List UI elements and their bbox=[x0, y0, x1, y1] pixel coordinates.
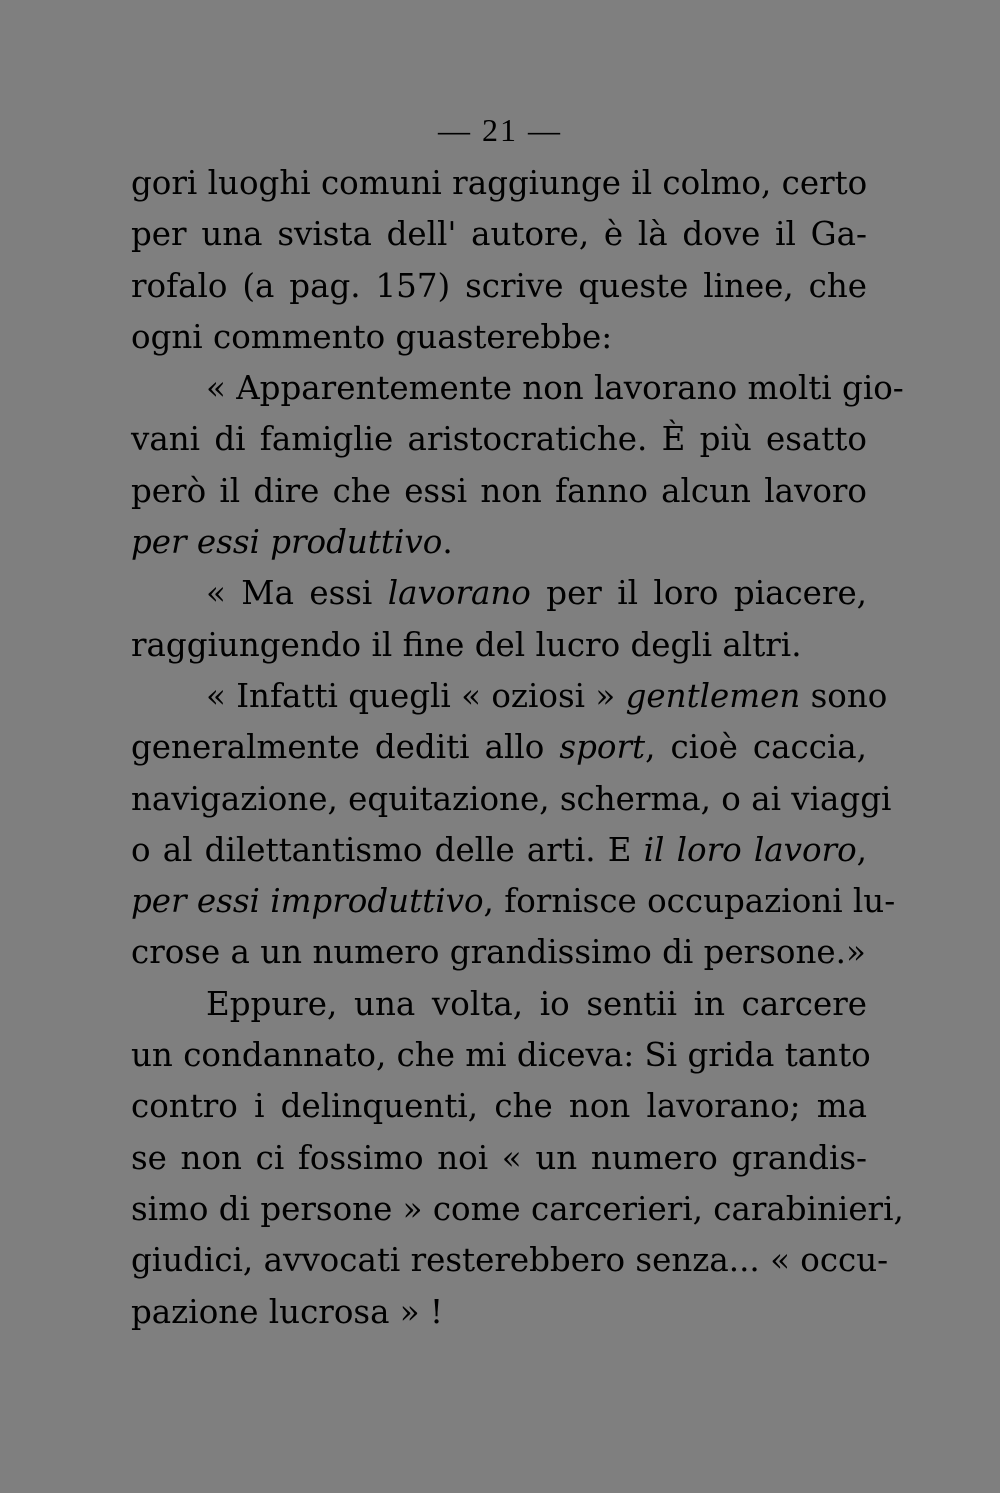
line-text: , bbox=[856, 830, 867, 869]
italic-text: il loro lavoro bbox=[643, 830, 857, 869]
italic-text: gentlemen bbox=[625, 676, 801, 715]
line-text: navigazione, equitazione, scherma, o ai viaggi bbox=[131, 779, 892, 818]
text-line bbox=[131, 1287, 867, 1338]
line-text: pazione lucrosa » ! bbox=[131, 1292, 444, 1331]
text-line bbox=[131, 876, 896, 927]
line-text: per il loro piacere, bbox=[530, 574, 868, 613]
text-line bbox=[131, 312, 867, 363]
text-line bbox=[131, 158, 867, 209]
text-line bbox=[131, 1235, 889, 1286]
line-text: , cioè caccia, bbox=[645, 728, 867, 767]
line-text: gori luoghi comuni raggiunge il colmo, certo bbox=[131, 164, 868, 202]
line-text: generalmente dediti allo bbox=[131, 728, 560, 767]
line-text: giudici, avvocati resterebbero senza... « occu- bbox=[131, 1241, 889, 1280]
text-line bbox=[131, 979, 867, 1030]
body-text bbox=[131, 158, 904, 1338]
text-line bbox=[131, 466, 867, 517]
line-text: Eppure, una volta, io sentii in carcere bbox=[206, 984, 867, 1023]
text-line bbox=[131, 927, 867, 978]
italic-text: sport bbox=[559, 728, 646, 767]
line-text: però il dire che essi non fanno alcun lavoro bbox=[131, 471, 867, 510]
line-text: simo di persone » come carcerieri, carabinieri, bbox=[131, 1189, 904, 1228]
line-text: ogni commento guasterebbe: bbox=[131, 317, 613, 356]
line-text: raggiungendo il fine del lucro degli altri. bbox=[131, 625, 802, 664]
text-line bbox=[131, 620, 867, 671]
italic-text: lavorano bbox=[387, 574, 531, 613]
text-line bbox=[131, 1184, 904, 1235]
text-line bbox=[131, 363, 904, 414]
text-line bbox=[131, 1081, 867, 1132]
line-text: crose a un numero grandissimo di persone.» bbox=[131, 933, 866, 972]
line-text: o al dilettantismo delle arti. E bbox=[131, 830, 644, 869]
text-line bbox=[131, 722, 867, 773]
italic-text: per essi produttivo bbox=[131, 523, 443, 562]
line-text: un condannato, che mi diceva: Si grida tanto bbox=[131, 1036, 871, 1075]
text-line bbox=[131, 774, 892, 825]
italic-text: per essi improduttivo bbox=[131, 882, 484, 921]
line-text: rofalo (a pag. 157) scrive queste linee, che bbox=[131, 266, 867, 305]
line-text: , fornisce occupazioni lu- bbox=[483, 882, 896, 921]
text-line bbox=[131, 568, 867, 619]
text-line bbox=[131, 671, 888, 722]
line-text: contro i delinquenti, che non lavorano; ma bbox=[131, 1087, 867, 1126]
line-text: « Apparentemente non lavorano molti gio- bbox=[206, 369, 904, 408]
text-line bbox=[131, 1133, 867, 1184]
text-line bbox=[131, 414, 867, 465]
text-line bbox=[131, 209, 867, 260]
line-text: . bbox=[442, 523, 453, 562]
page-number: — 21 — bbox=[438, 112, 562, 148]
text-line bbox=[131, 1030, 871, 1081]
text-line bbox=[131, 517, 867, 568]
line-text: sono bbox=[800, 676, 888, 715]
line-text: se non ci fossimo noi « un numero grandis- bbox=[131, 1138, 867, 1177]
text-line bbox=[131, 261, 867, 312]
line-text: per una svista dell' autore, è là dove il Ga- bbox=[131, 215, 867, 254]
line-text: « Infatti quegli « oziosi » bbox=[206, 676, 626, 715]
line-text: vani di famiglie aristocratiche. È più esatto bbox=[131, 420, 867, 459]
line-text: « Ma essi bbox=[206, 574, 388, 613]
text-line bbox=[131, 825, 867, 876]
